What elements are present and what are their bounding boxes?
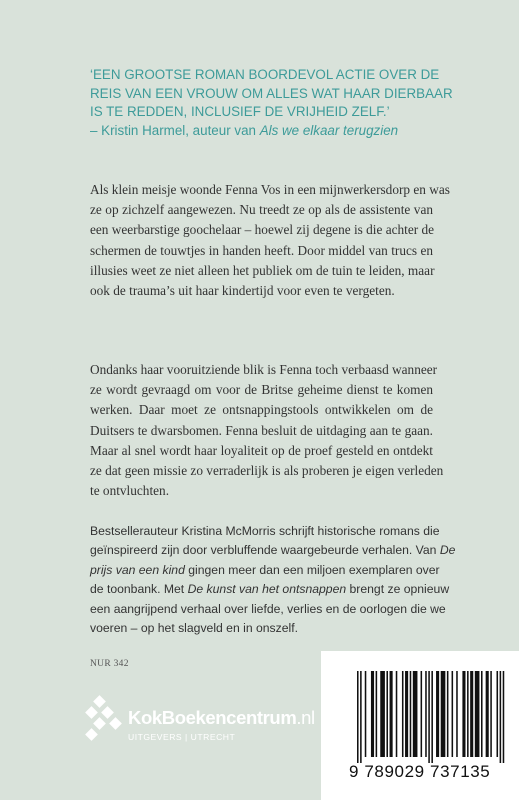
barcode-bar — [467, 671, 469, 757]
bio-line — [90, 580, 450, 599]
text-line: te ontvluchten. — [90, 483, 170, 499]
text-line: werken. Daar moet ze ontsnappingstools ontwikkelen om de — [90, 402, 433, 418]
barcode-bar — [380, 671, 385, 757]
barcode-bar — [410, 671, 412, 757]
text-line: ze op zichzelf aangewezen. Nu treedt ze op als de assistente van — [90, 202, 433, 218]
text-line: Maar al snel wordt haar loyaliteit op de proef gesteld en ontdekt — [90, 442, 433, 458]
barcode-bar — [371, 671, 374, 757]
barcode-bar — [452, 671, 454, 757]
barcode-bar — [500, 671, 502, 763]
text-line: ze dat geen missie zo verraderlijk is als proberen je eigen verleden — [90, 463, 444, 479]
bio-line: een aangrijpend verhaal over liefde, verlies en de oorlogen die we — [90, 601, 446, 616]
barcode-bar — [481, 671, 483, 757]
barcode-bar — [497, 671, 499, 757]
barcode-bar — [360, 671, 362, 763]
barcode-bar — [402, 671, 404, 757]
bio-line: voeren – op het slagveld en in onszelf. — [90, 621, 299, 636]
barcode-bar — [365, 671, 367, 757]
barcode-bar — [490, 671, 492, 757]
publisher-tagline: UITGEVERS | UTRECHT — [128, 732, 236, 742]
publisher-name-text: KokBoekencentrum — [128, 707, 297, 728]
barcode-bar — [386, 671, 388, 757]
quote-line: REIS VAN EEN VROUW OM ALLES WAT HAAR DIERBAAR — [90, 85, 453, 101]
barcode-bar — [421, 671, 423, 757]
barcode-bar — [475, 671, 480, 757]
publisher-domain-suffix: .nl — [296, 707, 315, 728]
barcode-bar — [425, 671, 427, 757]
text-line: schermen de touwtjes in handen heeft. Door middel van trucs en — [90, 242, 433, 258]
nur-code: NUR 342 — [90, 659, 129, 669]
review-quote — [90, 66, 490, 140]
text-line: een weerbarstige goochelaar – hoewel zij degene is die achter de — [90, 222, 435, 238]
bio-book-title: De — [439, 543, 456, 558]
bio-line: Bestsellerauteur Kristina McMorris schrijft historische romans die — [90, 524, 440, 538]
bio-text: gingen meer dan een miljoen exemplaren over — [184, 562, 440, 577]
text-line: Duitsers te dwarsbomen. Fenna besluit de uitdaging aan te gaan. — [90, 422, 433, 438]
barcode-bar — [357, 671, 359, 763]
barcode-bar — [462, 671, 465, 757]
barcode-bars — [357, 671, 507, 763]
text-line: ook de trauma’s uit haar kindertijd voor even te vergeten. — [90, 283, 395, 299]
bio-text: de toonbank. Met — [90, 582, 188, 597]
barcode-bar — [396, 671, 398, 757]
text-line: illusies weet ze niet alleen het publiek om de tuin te leiden, maar — [90, 262, 435, 278]
barcode-bar — [436, 671, 439, 757]
barcode-bar — [376, 671, 378, 757]
author-bio — [90, 522, 456, 638]
attribution-author: – Kristin Harmel, auteur van — [90, 122, 260, 138]
barcode-bar — [456, 671, 458, 757]
barcode-bar — [441, 671, 446, 757]
bio-book-title: De kunst van het ontsnappen — [187, 582, 347, 597]
publisher-name — [128, 707, 315, 729]
barcode-bar — [431, 671, 433, 763]
barcode-bar — [390, 671, 393, 757]
bio-text: geïnspireerd zijn door verbluffende waargebeurde verhalen. Van — [90, 543, 440, 558]
text-line: Als klein meisje woonde Fenna Vos in een mijnwerkersdorp en was — [90, 182, 450, 197]
quote-line: IS TE REDDEN, INCLUSIEF DE VRIJHEID ZELF.’ — [90, 104, 390, 119]
isbn-barcode — [321, 651, 519, 800]
barcode-bar — [503, 671, 505, 763]
barcode-bar — [486, 671, 489, 757]
barcode-bar — [470, 671, 473, 757]
barcode-bar — [413, 671, 418, 757]
bio-book-title: prijs van een kind — [90, 562, 185, 577]
quote-line: ‘EEN GROOTSE ROMAN BOORDEVOL ACTIE OVER DE — [90, 67, 440, 82]
text-line: ze wordt gevraagd om voor de Britse geheime dienst te komen — [90, 382, 433, 398]
quote-attribution — [90, 122, 490, 141]
bio-line — [90, 561, 438, 580]
barcode-bar — [428, 671, 430, 763]
isbn-digits: 9 789029 737135 — [349, 762, 491, 781]
publisher-logo — [84, 694, 315, 754]
attribution-book-title: Als we elkaar terugzien — [259, 122, 399, 138]
publisher-mark-icon — [84, 694, 124, 746]
text-line: Ondanks haar vooruitziende blik is Fenna toch verbaasd wanneer — [90, 362, 438, 377]
bio-line — [90, 541, 456, 560]
barcode-bar — [447, 671, 449, 757]
bio-text: brengt ze opnieuw — [346, 582, 450, 597]
synopsis-paragraph-1 — [90, 180, 450, 301]
synopsis-paragraph-2 — [90, 360, 444, 501]
barcode-bar — [405, 671, 408, 757]
